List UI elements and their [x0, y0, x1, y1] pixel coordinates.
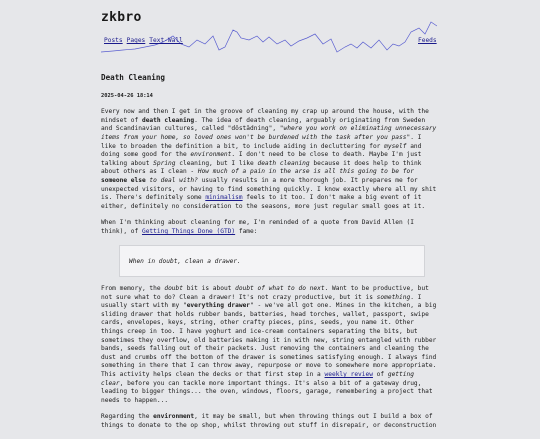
- p3-italic: doubt: [164, 285, 183, 293]
- nav-pages-link[interactable]: Pages: [126, 37, 146, 44]
- nav-textwall-link[interactable]: Text-Wall: [149, 37, 183, 44]
- p1-italic: How much of a pain in the arse is all this going to be for: [197, 168, 414, 176]
- gtd-link[interactable]: Getting Things Done (GTD): [141, 227, 236, 235]
- p1-text: ". I like to broaden the definition a bit, to include aiding in decluttering for: [101, 133, 422, 150]
- blockquote: When in doubt, clean a drawer.: [119, 245, 425, 278]
- post-content: [101, 74, 439, 439]
- p3-text: . I usually start with my ": [101, 293, 422, 310]
- p3-italic: something: [376, 293, 411, 301]
- p1-italic: environment: [190, 151, 232, 159]
- p4-bold: environment: [153, 413, 195, 421]
- p1-text: Every now and then I get in the groove of cleaning my crap up around the house, with the mindset of: [101, 108, 429, 124]
- paragraph-2: [101, 219, 439, 236]
- p2-text: fame:: [235, 227, 258, 235]
- post-title: Death Cleaning: [101, 73, 166, 82]
- p1-bold: death cleaning: [141, 116, 195, 124]
- p1-text: . The idea of death cleaning, arguably originating from Sweden and Scandinavian cultures, called "döstädning", ": [101, 116, 426, 133]
- p1-italic: myself: [384, 142, 407, 150]
- p1-text: cleaning, but I like: [175, 159, 258, 167]
- p3-text: , before you can tackle more important things. It's also a bit of a gateway drug, leading to bigger things... the oven, windows, floors, garage, remembering a project that needs to happen...: [101, 379, 433, 404]
- p1-italic: Spring: [153, 159, 176, 167]
- p1-text: and doing some good for the: [101, 142, 422, 159]
- minimalism-link[interactable]: minimalism: [205, 194, 243, 202]
- p3-text: " - we've all got one. Mines in the kitchen, a big sliding drawer that holds rubber bands, batteries, head torches, wallet, passport, swipe cards, envelopes, keys, string, other crafty pieces, pins, seeds, you name it. Other things creep in too. I have yoghurt and ice-cream containers separating the bits, but sometimes they overflow, old batteries making it in with new, string entangled with rubber bands, seeds falling out of their packets. Just removing the containers and cleaning the dust and crumbs off the bottom of the drawer is sometimes satisfying enough. I always find something in there that I can throw away, repurpose or move to somewhere more appropriate. This activity helps clean the decks or that first step in a: [101, 302, 437, 379]
- feeds-nav: [418, 37, 441, 44]
- paragraph-1: [101, 108, 439, 211]
- p1-text: because it does help to think about others as I clean -: [101, 159, 422, 176]
- p4-text: , it may be small, but when throwing things out I build a box of things to donate to the op shop, whilst throwing out stuff in disrepair, or deconstruction: [101, 413, 437, 429]
- p1-text: usually results in a more thorough job. It prepares me for unexpected visitors, or having to find something quickly. I know exactly where all my shit is. There's definitely some: [101, 176, 437, 202]
- paragraph-3: [101, 285, 439, 405]
- p4-text: Regarding the: [101, 413, 154, 421]
- p3-bold: everything drawer: [186, 302, 251, 310]
- p1-text: feels to it too. I don't make a big event of it either, definitely no consideration to the seasons, more just regular small goes at it.: [101, 194, 426, 210]
- p3-italic: getting clear: [101, 371, 414, 387]
- p1-italic: to deal with?: [145, 176, 198, 184]
- p3-italic: doubt of what to do next: [235, 285, 325, 293]
- post-date: 2025-04-26 18:14: [101, 92, 153, 99]
- p1-text: . I don't need to be close to death. Maybe I'm just talking about: [101, 151, 422, 167]
- p3-text: bit is about: [182, 285, 236, 293]
- main-nav: [104, 37, 187, 44]
- p3-text: From memory, the: [101, 285, 165, 293]
- p1-italic: death cleaning: [257, 159, 310, 167]
- paragraph-4: [101, 413, 439, 430]
- site-title[interactable]: zkbro: [101, 10, 142, 25]
- weekly-review-link[interactable]: weekly review: [324, 371, 373, 379]
- p1-bold: someone else: [101, 176, 146, 184]
- p2-text: When I'm thinking about cleaning for me, I'm reminded of a quote from David Allen (I think), of: [101, 219, 414, 235]
- activity-sparkline: [101, 14, 437, 58]
- p3-text: . Want to be productive, but not sure what to do? Clean a drawer! It's not crazy productive, but it is: [101, 285, 429, 301]
- p1-italic: where you work on eliminating unnecessary items from your home, so loved ones won't be burdened with the task after you pass: [101, 125, 437, 141]
- nav-posts-link[interactable]: Posts: [104, 37, 123, 44]
- p3-text: of: [372, 371, 388, 379]
- nav-feeds-link[interactable]: Feeds: [418, 37, 437, 44]
